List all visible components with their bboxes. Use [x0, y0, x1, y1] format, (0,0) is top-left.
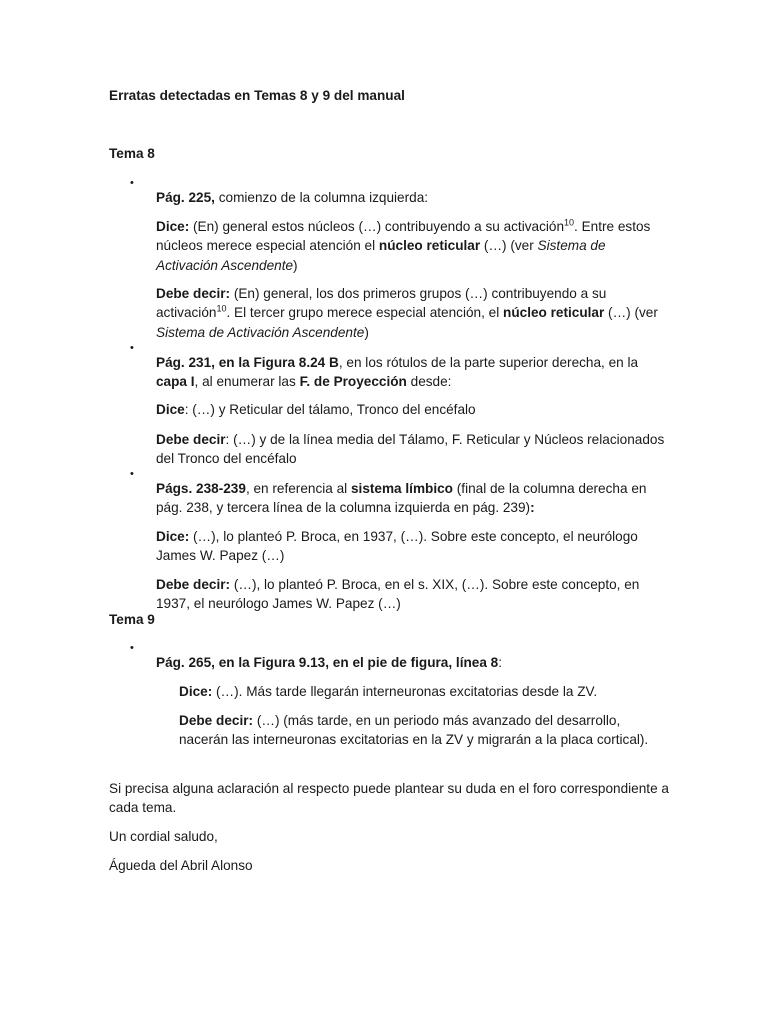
errata-item-pag-231: Pág. 231, en la Figura 8.24 B, en los rótulos de la parte superior derecha, en la capa I, al enumerar las F. de Proyección desde:	[156, 354, 639, 390]
errata-item-pags-238-239: Págs. 238-239, en referencia al sistema límbico (final de la columna derecha en pág. 238, y tercera línea de la columna izquierda en pág. 239):	[156, 480, 647, 516]
bullet-marker: •	[130, 342, 134, 354]
errata-dice-pag-231: Dice: (…) y Reticular del tálamo, Tronco del encéfalo	[156, 401, 476, 417]
document-title: Erratas detectadas en Temas 8 y 9 del manual	[109, 88, 405, 103]
errata-dice-pags-238-239: Dice: (…), lo planteó P. Broca, en 1937, (…). Sobre este concepto, el neurólogo James W. Papez (…)	[156, 528, 638, 564]
errata-item-pag-225: Pág. 225, comienzo de la columna izquierda:	[156, 189, 429, 205]
signature-name: Águeda del Abril Alonso	[109, 857, 253, 873]
errata-item-pag-265: Pág. 265, en la Figura 9.13, en el pie de figura, línea 8:	[156, 654, 503, 670]
bullet-marker: •	[130, 177, 134, 189]
section-heading-tema-8: Tema 8	[109, 146, 155, 161]
bullet-marker: •	[130, 468, 134, 480]
errata-debe-decir-pag-225: Debe decir: (En) general, los dos primeros grupos (…) contribuyendo a su activación$^{10}$. El tercer grupo merece especial atención, el núcleo reticular (…) (ver Sistema de Activación Ascendente)	[156, 285, 658, 340]
errata-dice-pag-225: Dice: (En) general estos núcleos (…) contribuyendo a su activación$^{10}$. Entre estos núcleos merece especial atención el núcleo reticular (…) (ver Sistema de Activación Ascendente)	[156, 217, 651, 273]
closing-paragraph: Si precisa alguna aclaración al respecto puede plantear su duda en el foro correspondiente a cada tema.	[109, 780, 669, 816]
errata-debe-decir-pag-265: Debe decir: (…) (más tarde, en un periodo más avanzado del desarrollo, nacerán las interneuronas excitatorias en la ZV y migrarán a la placa cortical).	[179, 712, 649, 748]
errata-debe-decir-pags-238-239: Debe decir: (…), lo planteó P. Broca, en el s. XIX, (…). Sobre este concepto, en 1937, el neurólogo James W. Papez (…)	[156, 576, 640, 612]
salutation: Un cordial saludo,	[109, 828, 218, 844]
errata-debe-decir-pag-231: Debe decir: (…) y de la línea media del Tálamo, F. Reticular y Núcleos relacionados del Tronco del encéfalo	[156, 431, 665, 467]
bullet-marker: •	[130, 642, 134, 654]
errata-dice-pag-265: Dice: (…). Más tarde llegarán interneuronas excitatorias desde la ZV.	[179, 683, 598, 699]
section-heading-tema-9: Tema 9	[109, 612, 155, 627]
